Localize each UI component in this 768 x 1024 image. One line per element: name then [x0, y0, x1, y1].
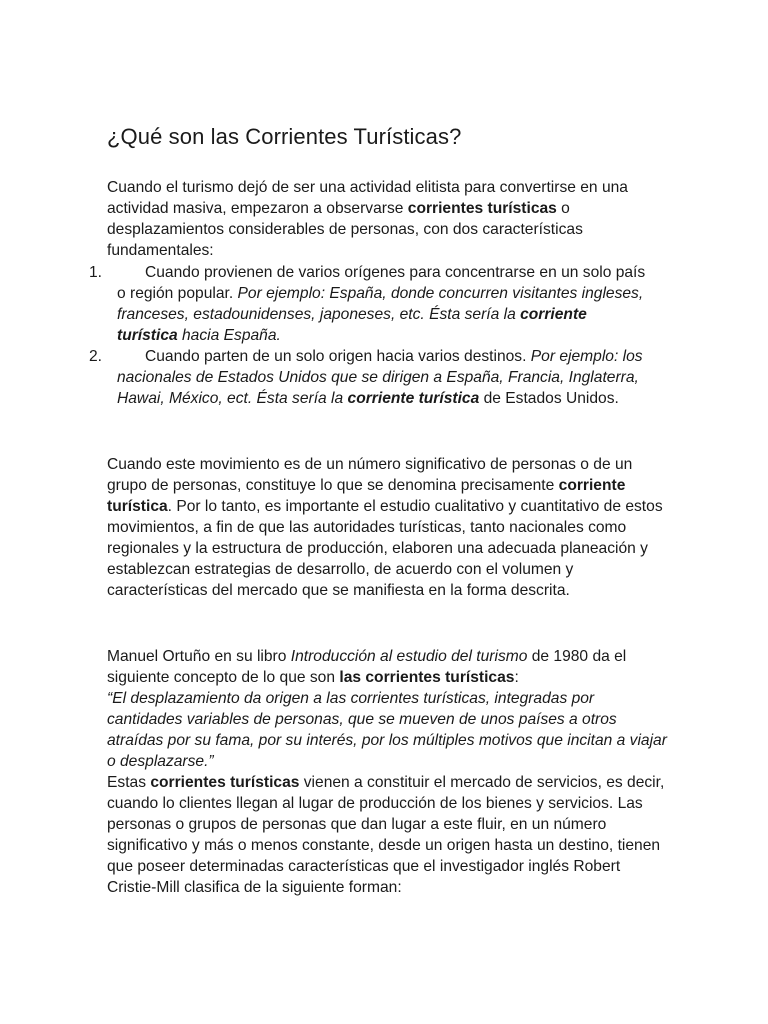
definition-bold-term: corriente turística — [107, 477, 626, 515]
citation-bold-term: las corrientes turísticas — [339, 669, 515, 686]
page-title: ¿Qué son las Corrientes Turísticas? — [107, 124, 462, 149]
list-item-number: 2. — [89, 348, 103, 365]
definition-text-2: . Por lo tanto, es importante el estudio cualitativo y cuantitativo de estos movimientos, a fin de que las autoridades turísticas, tanto nacionales como regionales y la estructura de producción, elaboren una adecuada planeación y establezcan estrategias de desarrollo, de acuerdo con el volumen y características del mercado que se manifiesta en la forma descrita. — [107, 498, 663, 599]
citation-text-1: Manuel Ortuño en su libro — [107, 648, 291, 665]
list-item-bold-term: corriente turística — [117, 306, 587, 344]
market-paragraph — [107, 772, 667, 898]
list-item-bold-term: corriente turística — [347, 390, 480, 407]
intro-text-1: Cuando el turismo dejó de ser una actividad elitista para convertirse en una actividad masiva, empezaron a observarse — [107, 179, 628, 217]
list-item-example-end: hacia España. — [177, 327, 281, 344]
market-bold-term: corrientes turísticas — [150, 774, 300, 791]
definition-text-1: Cuando este movimiento es de un número significativo de personas o de un grupo de personas, constituye lo que se denomina precisamente — [107, 456, 633, 494]
intro-text-2: o desplazamientos considerables de personas, con dos características fundamentales: — [107, 200, 583, 259]
market-text-1: Estas — [107, 774, 151, 791]
list-item — [89, 262, 649, 346]
citation-text-3: : — [514, 669, 519, 686]
quote-text: “El desplazamiento da origen a las corrientes turísticas, integradas por cantidades variables de personas, que se mueven de unos países a otros atraídas por su fama, por su interés, por los múltiples motivos que incitan a viajar o desplazarse.” — [107, 690, 667, 770]
definition-paragraph — [107, 454, 667, 601]
intro-bold-term: corrientes turísticas — [407, 200, 557, 217]
citation-text-2: de 1980 da el siguiente concepto de lo que son — [107, 648, 627, 686]
book-title: Introducción al estudio del turismo — [290, 648, 528, 665]
list-item-number: 1. — [89, 264, 103, 281]
list-item-text: Cuando provienen de varios orígenes para concentrarse en un solo país o región popular. — [117, 264, 646, 302]
characteristics-list — [89, 262, 649, 409]
list-item — [89, 346, 649, 409]
list-item-example-end: de Estados Unidos. — [479, 390, 619, 407]
citation-paragraph — [107, 646, 667, 772]
market-text-2: vienen a constituir el mercado de servicios, es decir, cuando lo clientes llegan al lugar de producción de los bienes y servicios. Las personas o grupos de personas que dan lugar a este fluir, en un número significativo y más o menos constante, desde un origen hasta un destino, tienen que poseer determinadas características que el investigador inglés Robert Cristie-Mill clasifica de la siguiente forman: — [107, 774, 665, 896]
list-item-text: Cuando parten de un solo origen hacia varios destinos. — [145, 348, 531, 365]
intro-paragraph — [107, 177, 667, 261]
list-item-example: Por ejemplo: España, donde concurren visitantes ingleses, franceses, estadounidenses, japoneses, etc. Ésta sería la — [117, 285, 644, 323]
list-item-example: Por ejemplo: los nacionales de Estados Unidos que se dirigen a España, Francia, Inglaterra, Hawai, México, ect. Ésta sería la — [117, 348, 643, 407]
